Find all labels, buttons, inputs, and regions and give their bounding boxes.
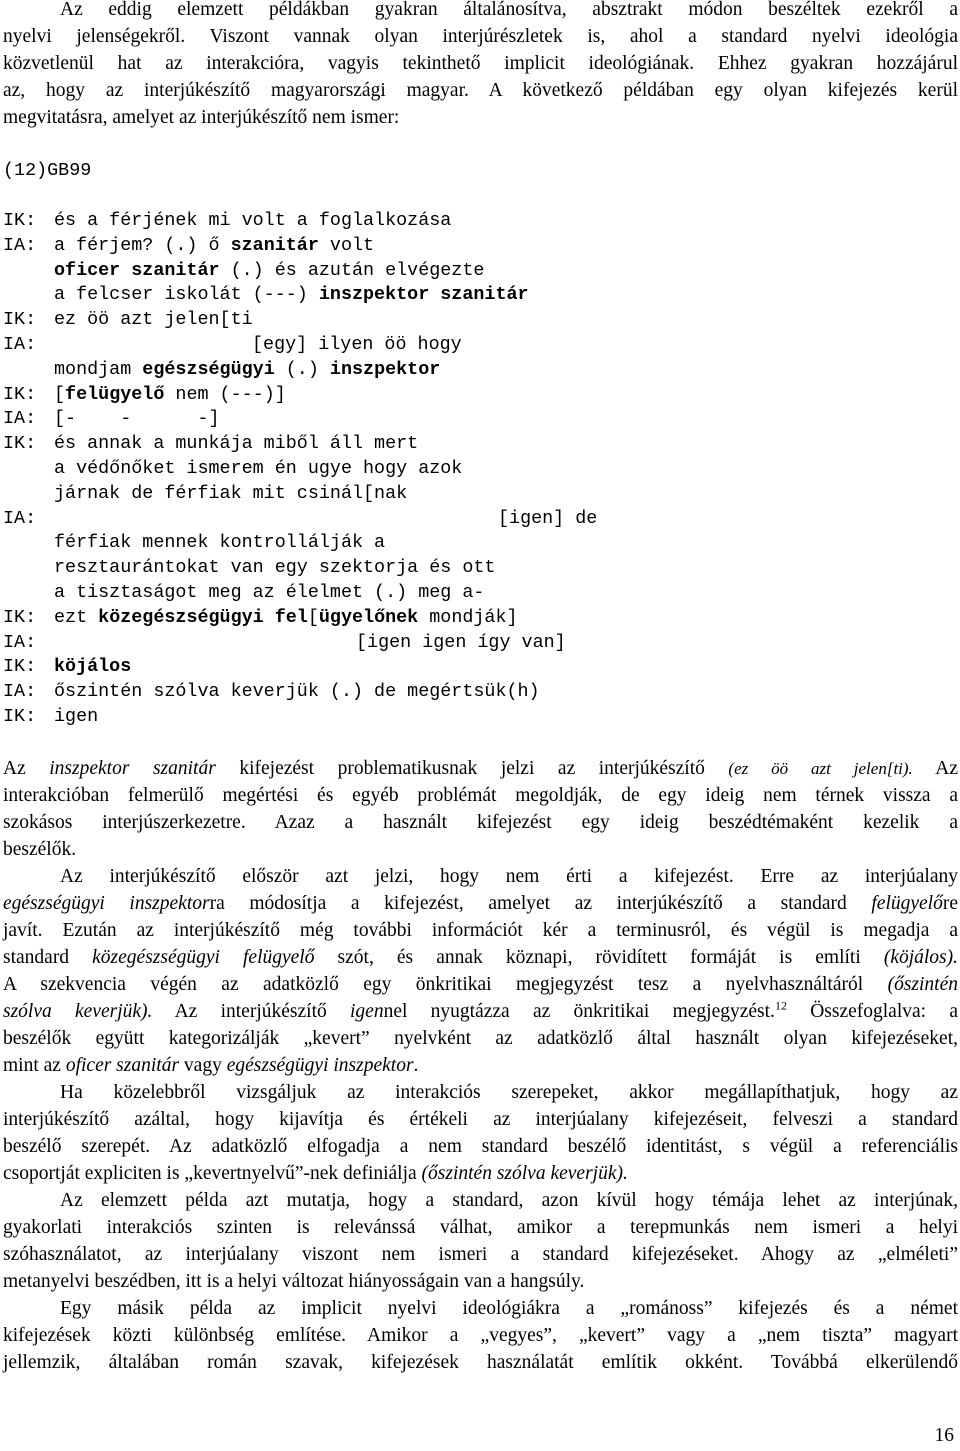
text-line: az, hogy az interjúkészítő magyarországi magyar. A következő példában egy olyan kifejezés kerül: [3, 80, 958, 101]
text-line: jellemzik, általában román szavak, kifejezések használatát említik okként. Továbbá elkerülendő: [3, 1352, 958, 1373]
transcript-line: IK: köjálos: [3, 655, 958, 680]
text-line: Az inszpektor szanitár kifejezést problematikusnak jelzi az interjúkészítő (ez öö azt jelen[ti). Az: [3, 758, 959, 779]
text-line: Az elemzett példa azt mutatja, hogy a standard, azon kívül hogy témája lehet az interjúnak,: [60, 1190, 958, 1211]
speaker-label: IK:: [3, 210, 37, 231]
transcript-line: IA: [igen] de: [3, 507, 958, 532]
speaker-label: IA:: [3, 681, 37, 703]
text-line: mint az oficer szanitár vagy egészségügyi inszpektor.: [3, 1055, 419, 1076]
text-line: metanyelvi beszédben, itt is a helyi változat hiányosságain van a hangsúly.: [3, 1271, 585, 1292]
example-id: (12)GB99: [3, 160, 92, 181]
text-line: Egy másik példa az implicit nyelvi ideológiákra a „románoss” kifejezés és a német: [60, 1298, 958, 1319]
text-line: interjúkészítő azáltal, hogy kijavítja és értékeli az interjúalany kifejezéseit, felveszi a standard: [3, 1109, 958, 1130]
transcript-line: IK: ezt közegészségügyi fel[ügyelőnek mondják]: [3, 606, 958, 631]
text-line: szokásos interjúszerkezetre. Azaz a használt kifejezést egy ideig beszédtémaként kezelik a: [3, 812, 958, 833]
transcript-line: mondjam egészségügyi (.) inszpektor: [54, 358, 441, 380]
transcript-line: férfiak mennek kontrollálják a: [54, 532, 386, 554]
transcript-line: a felcser iskolát (---) inszpektor szanitár: [54, 284, 529, 306]
text-line: interakcióban felmerülő megértési és egyéb problémát megoldják, de egy ideig nem térnek vissza a: [3, 785, 958, 806]
text-line: gyakorlati interakciós szinten is relevánssá válhat, amikor a terepmunkás nem ismeri a helyi: [3, 1217, 958, 1238]
transcript-line: IA: [igen igen így van]: [3, 631, 958, 656]
speaker-label: IK:: [3, 309, 37, 331]
transcript-line: IA: a férjem? (.) ő szanitár volt: [3, 234, 958, 259]
transcript-line: IK: és a férjének mi volt a foglalkozása: [3, 209, 958, 234]
transcript-line: IK: és annak a munkája miből áll mert: [3, 432, 958, 457]
text-line: javít. Ezután az interjúkészítő még további információt kér a terminusról, és végül is megadja a: [3, 920, 958, 941]
text-line: nyelvi jelenségekről. Viszont vannak olyan interjúrészletek is, ahol a standard nyelvi ideológia: [3, 26, 958, 47]
transcript-line: resztaurántokat van egy szektorja és ott: [54, 557, 496, 579]
text-line: Az interjúkészítő először azt jelzi, hogy nem érti a kifejezést. Erre az interjúalany: [60, 866, 958, 887]
speaker-label: IA:: [3, 507, 37, 529]
text-line: csoportját expliciten is „kevertnyelvű”-nek definiálja (őszintén szólva keverjük).: [3, 1163, 628, 1184]
text-line: Ha közelebbről vizsgáljuk az interakciós szerepeket, akkor megállapíthatjuk, hogy az: [60, 1082, 958, 1103]
text-line: szólva keverjük). Az interjúkészítő igennel nyugtázza az önkritikai megjegyzést.$^{12}$ Összefoglalva: a: [3, 998, 958, 1022]
speaker-label: IK:: [3, 656, 37, 678]
page-number: 16: [934, 1425, 954, 1446]
text-line: A szekvencia végén az adatközlő egy önkritikai megjegyzést tesz a nyelvhasználtáról (őszintén: [3, 974, 958, 995]
transcript: [3, 209, 958, 730]
transcript-line: IK: ez öö azt jelen[ti: [3, 308, 958, 333]
footnote-marker: 12: [774, 998, 787, 1013]
text-line: beszélők.: [3, 839, 77, 860]
transcript-line: a tisztaságot meg az élelmet (.) meg a-: [54, 581, 485, 603]
text-line: megvitatásra, amelyet az interjúkészítő nem ismer:: [3, 107, 400, 128]
speaker-label: IK:: [3, 705, 37, 727]
speaker-label: IA:: [3, 333, 37, 355]
transcript-line: IA: őszintén szólva keverjük (.) de megértsük(h): [3, 680, 958, 705]
text-line: egészségügyi inszpektorra módosítja a kifejezést, amelyet az interjúkészítő a standard felügyelőre: [3, 893, 958, 914]
body-paragraph-3: [3, 1079, 958, 1187]
transcript-line: IA: [egy] ilyen öö hogy: [3, 333, 958, 358]
text-line: standard közegészségügyi felügyelő szót, és annak köznapi, rövidített formáját is említi (köjálos).: [3, 947, 959, 968]
body-paragraph-4: [3, 1187, 958, 1295]
transcript-line: oficer szanitár (.) és azután elvégezte: [54, 259, 485, 281]
intro-paragraph: [3, 0, 958, 131]
speaker-label: IA:: [3, 234, 37, 256]
transcript-line: IK: igen: [3, 705, 958, 730]
text-line: szóhasználatot, az interjúalany viszont nem ismeri a standard kifejezéseket. Ahogy az „elméleti”: [3, 1244, 958, 1265]
body-paragraph-2: [3, 863, 958, 1079]
text-line: kifejezések közti különbség említése. Amikor a „vegyes”, „kevert” vagy a „nem tiszta” magyart: [3, 1325, 958, 1346]
speaker-label: IK:: [3, 433, 37, 455]
transcript-line: IK: [felügyelő nem (---)]: [3, 383, 958, 408]
speaker-label: IK:: [3, 606, 37, 628]
transcript-line: IA: [- - -]: [3, 407, 958, 432]
text-line: közvetlenül hat az interakcióra, vagyis tekinthető implicit ideológiának. Ehhez gyakran hozzájárul: [3, 53, 958, 74]
text-line: beszélő szerepét. Az adatközlő elfogadja a nem standard beszélő identitást, s végül a referenciális: [3, 1136, 958, 1157]
text-line: Az eddig elemzett példákban gyakran általánosítva, absztrakt módon beszéltek ezekről a: [60, 0, 958, 20]
transcript-line: járnak de férfiak mit csinál[nak: [54, 482, 408, 504]
speaker-label: IK:: [3, 383, 37, 405]
speaker-label: IA:: [3, 408, 37, 430]
speaker-label: IA:: [3, 631, 37, 653]
body-paragraph-1: [3, 755, 958, 863]
transcript-line: a védőnőket ismerem én ugye hogy azok: [54, 457, 463, 479]
text-line: beszélők együtt kategorizálják „kevert” nyelvként az adatközlő által használt olyan kifejezéseket,: [3, 1028, 958, 1049]
body-paragraph-5: [3, 1295, 958, 1376]
